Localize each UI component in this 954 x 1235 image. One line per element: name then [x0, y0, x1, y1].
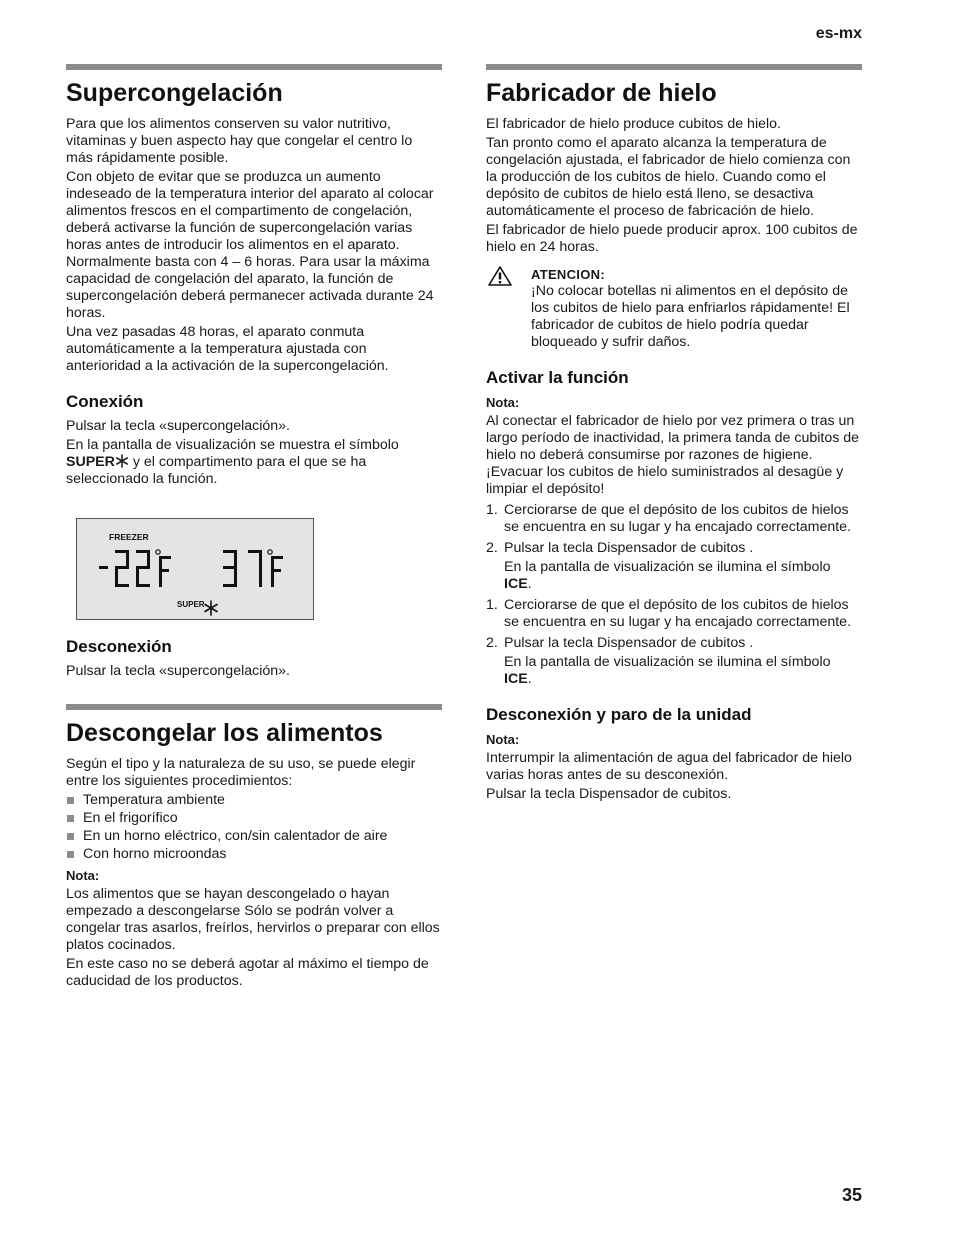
super-symbol [66, 454, 129, 470]
paragraph: Tan pronto como el aparato alcanza la temperatura de congelación ajustada, el fabricador de hielo comienza con la producción de los cubitos de hielo. Cuando como el depósito de cubitos de hielo está lleno, se desactiva automáticamente el proceso de fabricación de hielo. [486, 135, 851, 219]
paragraph: Al conectar el fabricador de hielo por vez primera o tras un largo período de inactividad, la primera tanda de cubitos de hielo no deberá consumirse por razones de higiene. ¡Evacuar los cubitos de hielo suministrados al desagüe y limpiar el depósito! [486, 413, 860, 497]
steps-list [486, 502, 862, 688]
super-label: SUPER [66, 454, 115, 470]
step-number: 1. [486, 502, 498, 518]
ice-symbol: ICE [504, 576, 528, 592]
step-text: Pulsar la tecla Dispensador de cubitos . [504, 540, 754, 556]
list-item: Con horno microondas [66, 846, 442, 863]
text-run: En la pantalla de visualización se ilumina el símbolo [504, 654, 831, 670]
paragraph: El fabricador de hielo produce cubitos de hielo. [486, 116, 781, 132]
paragraph: Con objeto de evitar que se produzca un aumento indeseado de la temperatura interior del aparato al colocar alimentos frescos en el compartimento de congelación, deberá activarse la función de supercongelación varias horas antes de introducir los alimentos en el aparato. Normalmente basta con 4 – 6 horas. Para usar la máxima capacidad de congelación del aparato, la función de supercongelación deberá permanecer activada durante 24 horas. [66, 169, 434, 321]
subsection-title-desconexion-paro: Desconexión y paro de la unidad [486, 705, 752, 724]
right-column [486, 64, 862, 805]
step-text: Pulsar la tecla Dispensador de cubitos . [504, 635, 754, 651]
section-rule [486, 64, 862, 70]
section-rule [66, 704, 442, 710]
display-graphic [77, 519, 313, 619]
paragraph: Según el tipo y la naturaleza de su uso, se puede elegir entre los siguientes procedimientos: [66, 756, 416, 789]
warning-text: ¡No colocar botellas ni alimentos en el depósito de los cubitos de hielo para enfriarlos rápidamente! El fabricador de cubitos de hielo podría quedar bloqueado y sufrir daños. [531, 283, 850, 350]
step-text: Cerciorarse de que el depósito de los cubitos de hielos se encuentra en su lugar y ha encajado correctamente. [504, 597, 852, 630]
ice-symbol: ICE [504, 671, 528, 687]
left-column [66, 64, 442, 992]
method-list [66, 792, 442, 863]
step-item [486, 502, 862, 536]
text-run: . [527, 671, 532, 687]
fridge-temperature-digits [223, 550, 283, 587]
text-run: En la pantalla de visualización se muestra el símbolo [66, 437, 399, 453]
section-title-descongelar: Descongelar los alimentos [66, 719, 383, 747]
subsection-title-desconexion: Desconexión [66, 637, 172, 656]
freezer-label: FREEZER [109, 532, 149, 542]
control-panel-display [76, 518, 314, 620]
paragraph: Interrumpir la alimentación de agua del fabricador de hielo varias horas antes de su desconexión. [486, 750, 852, 783]
section-title-fabricador: Fabricador de hielo [486, 79, 717, 107]
paragraph: Pulsar la tecla «supercongelación». [66, 663, 290, 679]
step-result [504, 559, 862, 593]
warning-triangle-icon [488, 266, 512, 286]
note-label: Nota: [66, 868, 100, 883]
step-number: 2. [486, 540, 498, 556]
snowflake-icon [115, 454, 129, 468]
freezer-temperature-digits [99, 550, 205, 609]
note-label: Nota: [486, 395, 520, 410]
section-rule [66, 64, 442, 70]
super-display-label: SUPER [177, 600, 205, 609]
step-item [486, 597, 862, 631]
paragraph: Pulsar la tecla «supercongelación». [66, 418, 290, 434]
step-number: 1. [486, 597, 498, 613]
step-number: 2. [486, 635, 498, 651]
text-run: En la pantalla de visualización se ilumina el símbolo [504, 559, 831, 575]
list-item: Temperatura ambiente [66, 792, 442, 809]
paragraph: Pulsar la tecla Dispensador de cubitos. [486, 786, 732, 802]
paragraph: Los alimentos que se hayan descongelado o hayan empezado a descongelarse Sólo se podrán volver a congelar tras asarlos, freírlos, hervirlos o preparar con ellos platos cocinados. [66, 886, 440, 953]
language-code: es-mx [815, 25, 862, 42]
paragraph: En este caso no se deberá agotar al máximo el tiempo de caducidad de los productos. [66, 956, 429, 989]
snowflake-icon [205, 601, 217, 615]
list-item: En un horno eléctrico, con/sin calentador de aire [66, 828, 442, 845]
paragraph: El fabricador de hielo puede producir aprox. 100 cubitos de hielo en 24 horas. [486, 222, 858, 255]
warning-title: ATENCION: [531, 267, 605, 282]
step-item [486, 635, 862, 688]
step-item [486, 540, 862, 593]
list-item: En el frigorífico [66, 810, 442, 827]
subsection-title-activar: Activar la función [486, 368, 629, 387]
section-title-supercongelacion: Supercongelación [66, 79, 283, 107]
page-number: 35 [841, 1185, 862, 1205]
text-run: y el compartimento para el que se ha seleccionado la función. [66, 454, 367, 487]
warning-box [486, 266, 862, 351]
text-run: . [527, 576, 532, 592]
note-label: Nota: [486, 732, 520, 747]
paragraph [66, 437, 442, 488]
paragraph: Para que los alimentos conserven su valor nutritivo, vitaminas y buen aspecto hay que congelar el centro lo más rápidamente posible. [66, 116, 413, 166]
step-result [504, 654, 862, 688]
paragraph: Una vez pasadas 48 horas, el aparato conmuta automáticamente a la temperatura ajustada con anterioridad a la activación de la supercongelación. [66, 324, 389, 374]
step-text: Cerciorarse de que el depósito de los cubitos de hielos se encuentra en su lugar y ha encajado correctamente. [504, 502, 852, 535]
subsection-title-conexion: Conexión [66, 392, 144, 411]
